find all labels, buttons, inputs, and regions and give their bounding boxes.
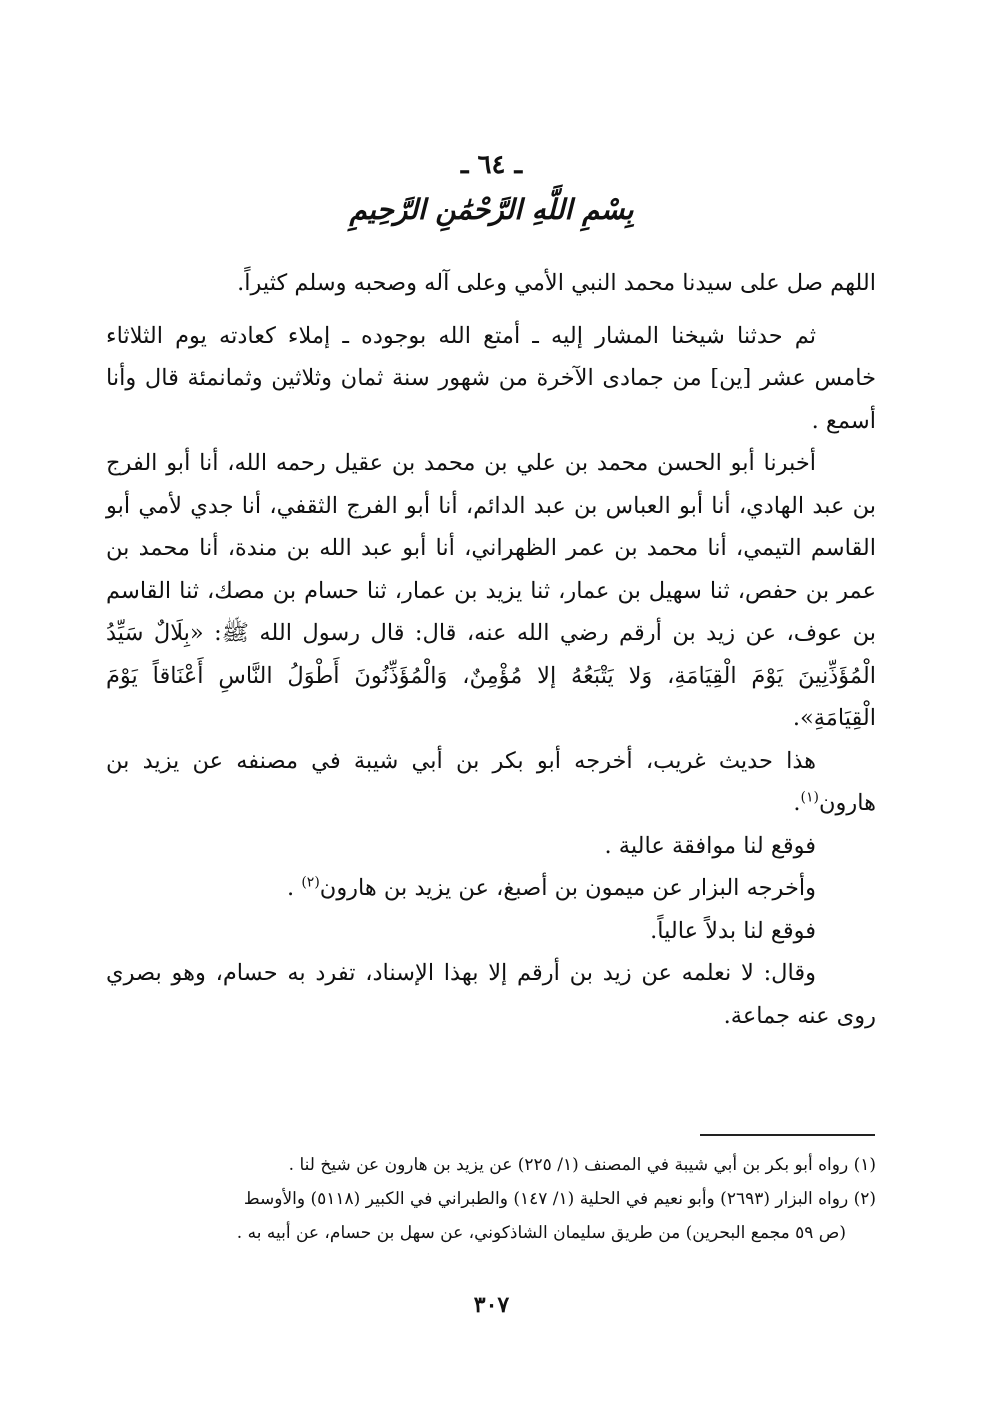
session-paragraph: ثم حدثنا شيخنا المشار إليه ـ أمتع الله بوجوده ـ إملاء كعادته يوم الثلاثاء خامس عشر [ين] من جمادى الآخرة من شهور سنة ثمان وثلاثين وثمانمئة قال وأنا أسمع . xyxy=(106,322,876,434)
isnad-paragraph: أخبرنا أبو الحسن محمد بن علي بن محمد بن عقيل رحمه الله، أنا أبو الفرج بن عبد الهادي، أنا أبو العباس بن عبد الدائم، أنا أبو الفرج الثقفي، أنا جدي لأمي أبو القاسم التيمي، أنا محمد بن عمر الظهراني، أنا أبو عبد الله بن مندة، أنا محمد بن عمر بن حفص، ثنا سهيل بن عمار، ثنا يزيد بن عمار، ثنا حسام بن مصك، ثنا القاسم بن عوف، عن زيد بن أرقم رضي الله عنه، قال: قال رسول الله ﷺ: «بِلَالٌ سَيِّدُ الْمُؤَذِّنِينَ يَوْمَ الْقِيَامَةِ، وَلا يَتْبَعُهُ إلا مُؤْمِنٌ، وَالْمُؤَذِّنُونَ أَطْوَلُ النَّاسِ أَعْنَاقاً يَوْمَ الْقِيَامَةِ». xyxy=(106,450,876,731)
page-marker: ـ ٦٤ ـ xyxy=(460,150,523,180)
takhrij-paragraph xyxy=(106,740,876,825)
footnotes-section xyxy=(106,1148,876,1250)
footnote-2: (٢) رواه البزار (٢٦٩٣) وأبو نعيم في الحلية (١/ ١٤٧) والطبراني في الكبير (٥١١٨) والأوسط xyxy=(243,1189,876,1209)
muwafaqa-line: فوقع لنا موافقة عالية . xyxy=(604,832,816,859)
takhrij-end: . xyxy=(793,790,801,816)
page-number: ٣٠٧ xyxy=(473,1292,510,1318)
takhrij-text: هذا حديث غريب، أخرجه أبو بكر بن أبي شيبة في مصنفه عن يزيد بن هارون xyxy=(106,747,876,816)
badal-line: فوقع لنا بدلاً عالياً. xyxy=(650,917,816,944)
bazzar-line xyxy=(106,867,876,910)
footnote-ref-2[interactable]: (٢) xyxy=(301,874,320,891)
basmala-heading: بِسْمِ اللَّهِ الرَّحْمَٰنِ الرَّحِيمِ xyxy=(349,193,634,226)
footnote-ref-1[interactable]: (١) xyxy=(800,789,820,806)
footnote-1: (١) رواه أبو بكر بن أبي شيبة في المصنف (١/ ٢٢٥) عن يزيد بن هارون عن شيخ لنا . xyxy=(288,1155,876,1175)
footnote-2-continued: (ص ٥٩ مجمع البحرين) من طريق سليمان الشاذكوني، عن سهل بن حسام، عن أبيه به . xyxy=(236,1223,846,1243)
footnote-divider xyxy=(700,1134,875,1136)
bazzar-end: . xyxy=(287,875,302,901)
closing-paragraph: وقال: لا نعلمه عن زيد بن أرقم إلا بهذا الإسناد، تفرد به حسام، وهو بصري روى عنه جماعة. xyxy=(106,960,876,1029)
main-text xyxy=(106,262,876,1037)
opening-prayer: اللهم صل على سيدنا محمد النبي الأمي وعلى آله وصحبه وسلم كثيراً. xyxy=(237,270,876,296)
bazzar-text: وأخرجه البزار عن ميمون بن أصبغ، عن يزيد بن هارون xyxy=(319,875,816,901)
